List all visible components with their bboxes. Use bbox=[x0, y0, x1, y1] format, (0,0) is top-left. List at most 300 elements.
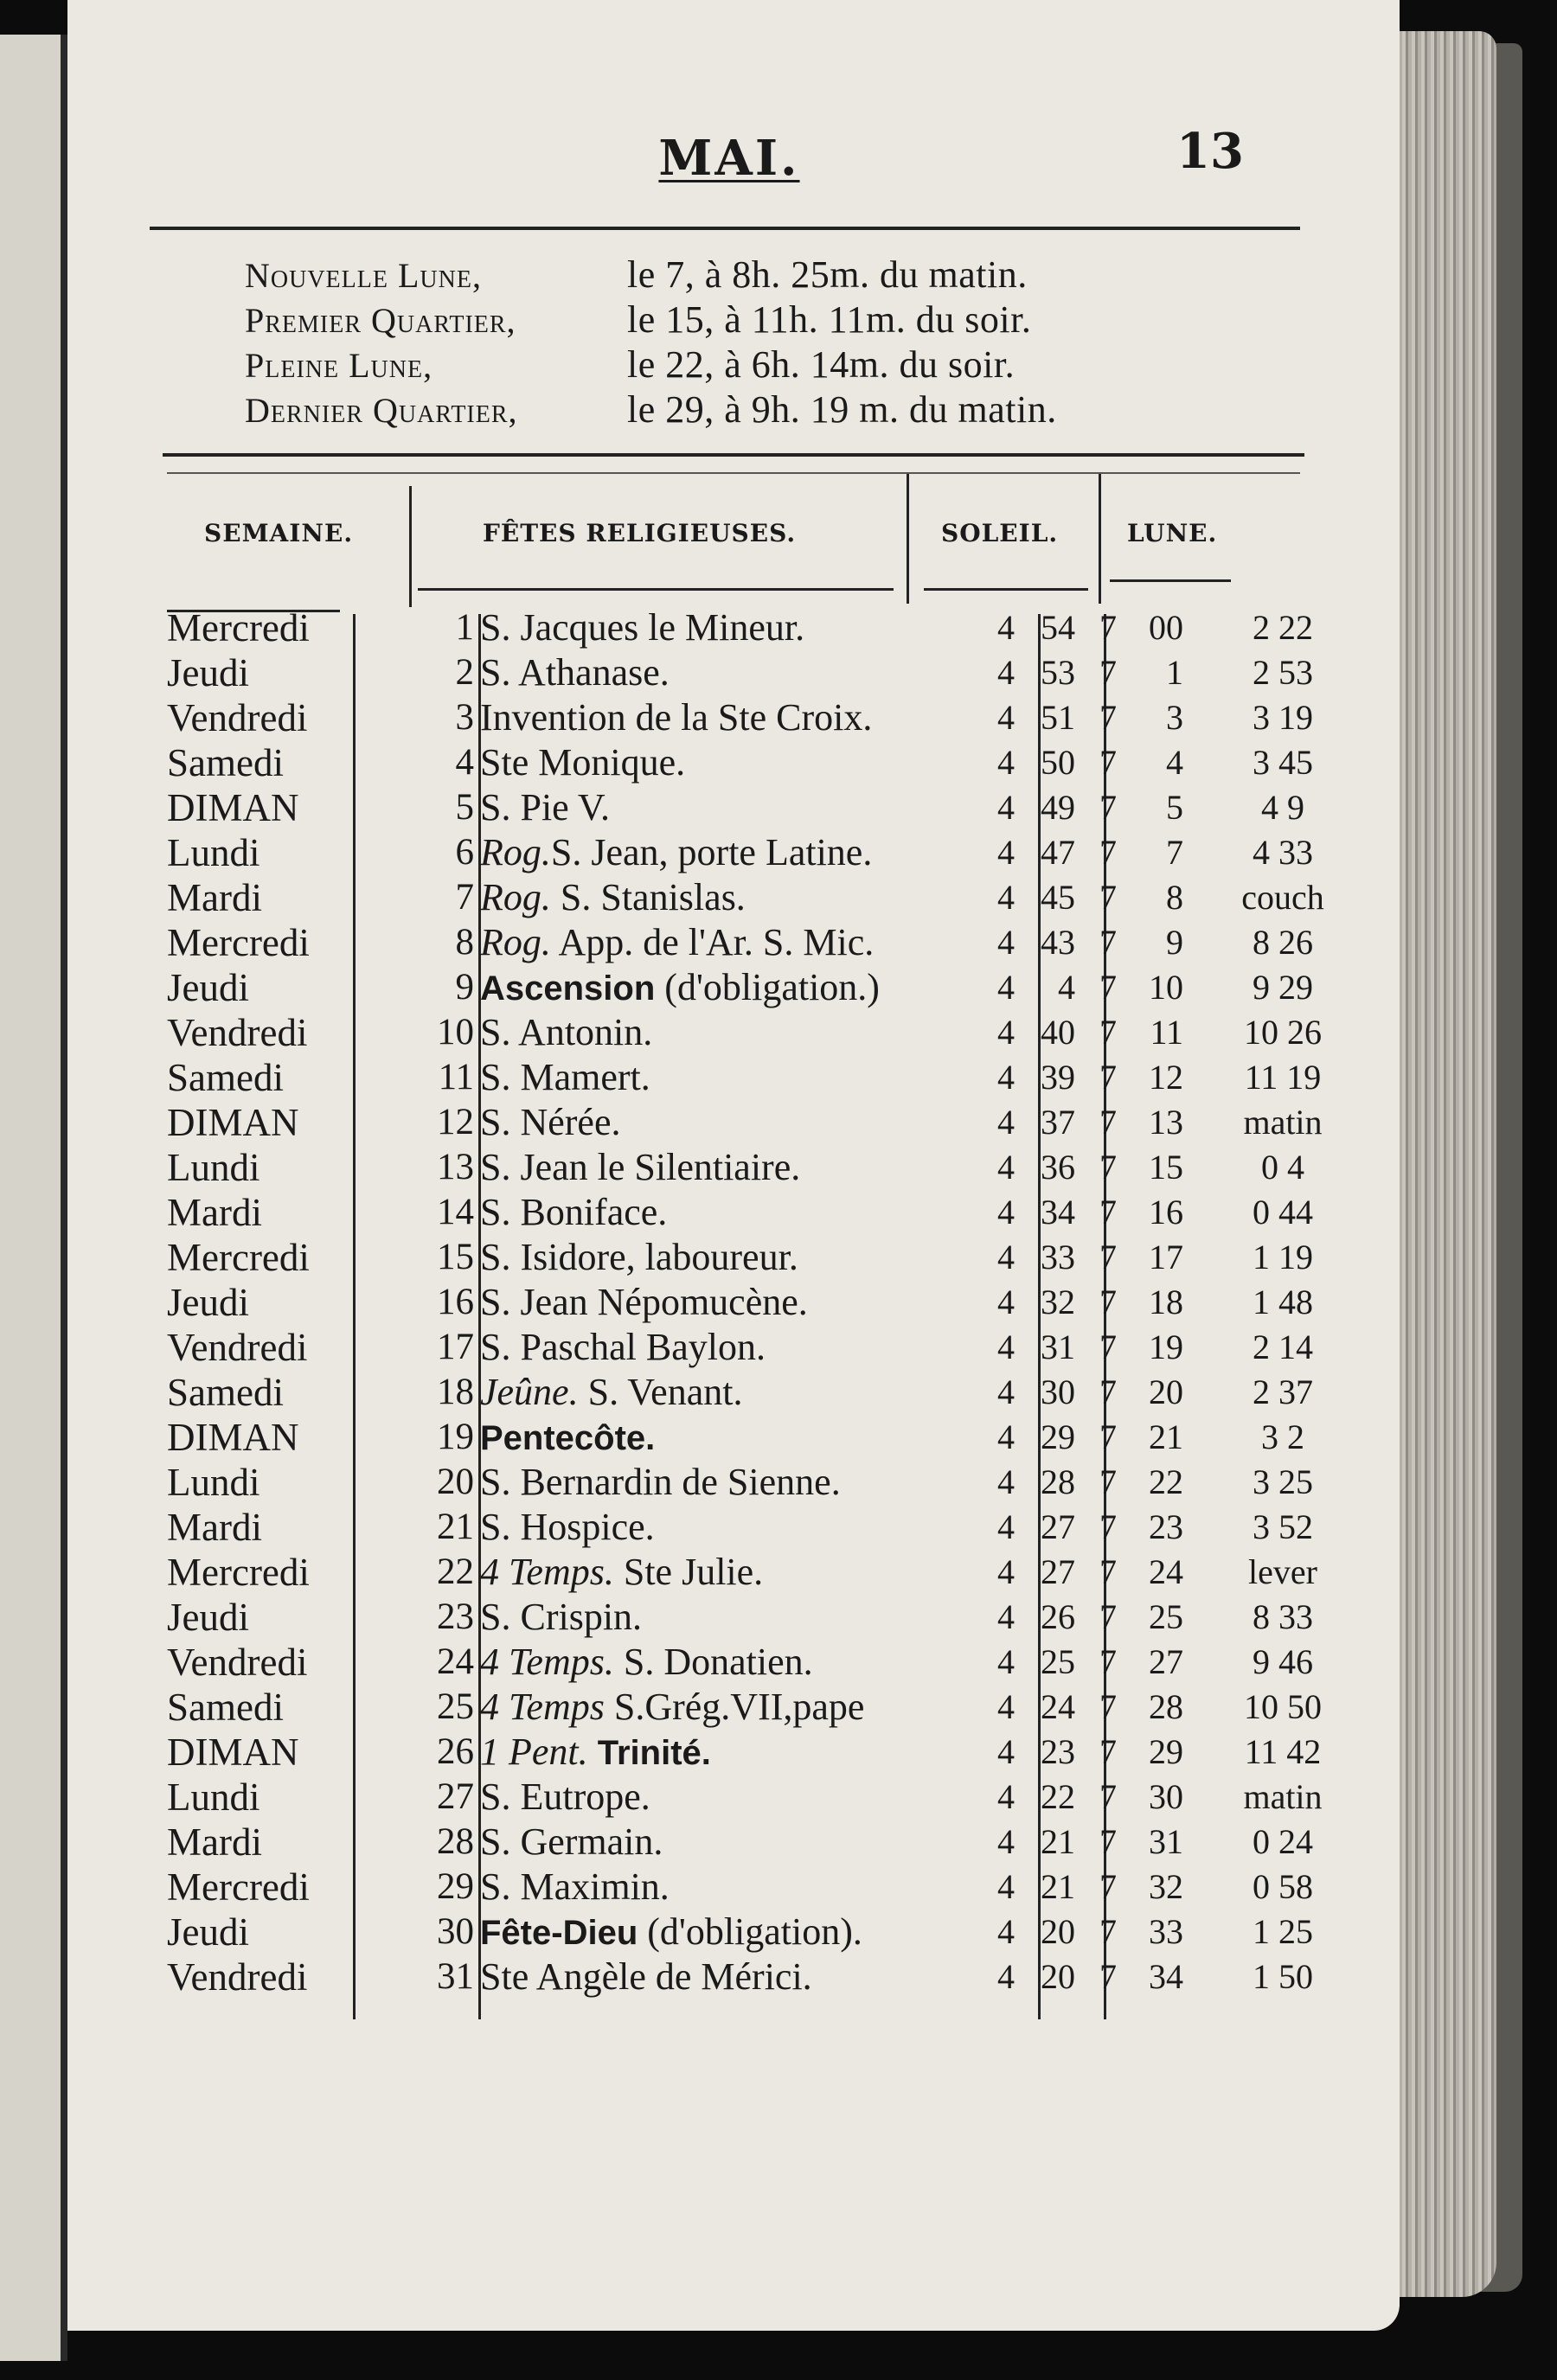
sunset-minute: 30 bbox=[1149, 1777, 1183, 1816]
sunrise-hour: 4 bbox=[997, 1238, 1015, 1276]
sunrise-minute: 40 bbox=[1041, 1013, 1075, 1052]
moon-time: 11 42 bbox=[1244, 1732, 1322, 1771]
feast-text: S. Boniface. bbox=[480, 1191, 668, 1233]
sunrise-minute: 27 bbox=[1041, 1552, 1075, 1591]
sunset-minute: 17 bbox=[1149, 1238, 1183, 1276]
table-row bbox=[167, 920, 1378, 965]
moon-time: 10 26 bbox=[1244, 1013, 1322, 1052]
weekday: DIMAN bbox=[167, 786, 299, 829]
sunset-minute: 12 bbox=[1149, 1058, 1183, 1097]
sunrise-minute: 22 bbox=[1041, 1777, 1075, 1816]
moon-time: 0 4 bbox=[1261, 1148, 1304, 1187]
sunset-hour: 7 bbox=[1099, 878, 1117, 917]
weekday: Vendredi bbox=[167, 1011, 308, 1054]
weekday: Jeudi bbox=[167, 966, 249, 1009]
feast-text: App. de l'Ar. S. Mic. bbox=[550, 921, 875, 963]
sunrise-minute: 28 bbox=[1041, 1462, 1075, 1501]
feast-text: Invention de la Ste Croix. bbox=[480, 696, 873, 739]
weekday: Lundi bbox=[167, 1146, 260, 1189]
sunset-hour: 7 bbox=[1099, 1822, 1117, 1861]
feast-text: (d'obligation.) bbox=[655, 966, 880, 1008]
moon-time: 4 9 bbox=[1261, 788, 1304, 827]
table-row bbox=[167, 1370, 1378, 1415]
table-row bbox=[167, 1865, 1378, 1910]
sunrise-minute: 50 bbox=[1041, 743, 1075, 782]
feast-text: S. Pie V. bbox=[480, 786, 611, 829]
sunrise-minute: 49 bbox=[1041, 788, 1075, 827]
sunset-hour: 7 bbox=[1099, 653, 1117, 692]
sunrise-hour: 4 bbox=[997, 1417, 1015, 1456]
moon-phase bbox=[245, 253, 1283, 298]
column-rule bbox=[907, 474, 909, 604]
sunrise-hour: 4 bbox=[997, 1957, 1015, 1996]
col-header-fetes: FÊTES RELIGIEUSES. bbox=[483, 519, 797, 547]
sunset-hour: 7 bbox=[1099, 1687, 1117, 1726]
weekday: Mardi bbox=[167, 1820, 262, 1864]
date: 21 bbox=[437, 1507, 474, 1547]
moon-phase bbox=[245, 387, 1283, 432]
sunrise-hour: 4 bbox=[997, 788, 1015, 827]
weekday: Jeudi bbox=[167, 1596, 249, 1639]
weekday: Lundi bbox=[167, 1461, 260, 1504]
moon-time: matin bbox=[1243, 1777, 1323, 1816]
date: 23 bbox=[437, 1596, 474, 1637]
feast-text: S. Mamert. bbox=[480, 1056, 650, 1098]
page-number: 13 bbox=[1176, 123, 1244, 180]
sunrise-minute: 32 bbox=[1041, 1283, 1075, 1321]
phase-name: Nouvelle Lune, bbox=[245, 256, 482, 295]
feast-text: S. Maximin. bbox=[480, 1865, 670, 1908]
sunset-minute: 24 bbox=[1149, 1552, 1183, 1591]
left-page-edge bbox=[0, 35, 67, 2361]
sunset-hour: 7 bbox=[1099, 608, 1117, 647]
feast-prefix: 1 Pent. bbox=[480, 1731, 588, 1773]
table-row bbox=[167, 1325, 1378, 1370]
sunrise-hour: 4 bbox=[997, 1328, 1015, 1366]
sunrise-minute: 51 bbox=[1041, 698, 1075, 737]
weekday: DIMAN bbox=[167, 1101, 299, 1144]
table-row bbox=[167, 1730, 1378, 1775]
sunset-hour: 7 bbox=[1099, 743, 1117, 782]
moon-time: 1 19 bbox=[1253, 1238, 1313, 1276]
sunrise-minute: 33 bbox=[1041, 1238, 1075, 1276]
table-row bbox=[167, 1775, 1378, 1820]
sunrise-minute: 23 bbox=[1041, 1732, 1075, 1771]
date: 13 bbox=[437, 1147, 474, 1187]
sunset-hour: 7 bbox=[1099, 1238, 1117, 1276]
moon-time: 9 29 bbox=[1253, 968, 1313, 1007]
sunset-minute: 28 bbox=[1149, 1687, 1183, 1726]
sunset-minute: 33 bbox=[1149, 1912, 1183, 1951]
phase-text: le 15, à 11h. 11m. du soir. bbox=[627, 298, 1032, 341]
weekday: Vendredi bbox=[167, 696, 308, 739]
feast-bold: Trinité. bbox=[587, 1734, 711, 1772]
sunrise-hour: 4 bbox=[997, 1687, 1015, 1726]
weekday: Lundi bbox=[167, 831, 260, 874]
date: 14 bbox=[437, 1192, 474, 1232]
table-row bbox=[167, 1910, 1378, 1955]
moon-time: 2 53 bbox=[1253, 653, 1313, 692]
table-row bbox=[167, 1235, 1378, 1280]
sunset-minute: 34 bbox=[1149, 1957, 1183, 1996]
weekday: Samedi bbox=[167, 1056, 284, 1099]
moon-time: 0 24 bbox=[1253, 1822, 1313, 1861]
sunset-hour: 7 bbox=[1099, 1867, 1117, 1906]
sunset-hour: 7 bbox=[1099, 1777, 1117, 1816]
sunset-minute: 7 bbox=[1166, 833, 1183, 872]
moon-time: 8 26 bbox=[1253, 923, 1313, 962]
sunrise-minute: 21 bbox=[1041, 1867, 1075, 1906]
table-row bbox=[167, 1955, 1378, 1999]
sunrise-hour: 4 bbox=[997, 1058, 1015, 1097]
feast-text: S. Isidore, laboureur. bbox=[480, 1236, 798, 1278]
feast-text: Ste Monique. bbox=[480, 741, 686, 784]
phase-text: le 7, à 8h. 25m. du matin. bbox=[627, 253, 1028, 296]
table-row bbox=[167, 1280, 1378, 1325]
sunrise-hour: 4 bbox=[997, 1013, 1015, 1052]
weekday: Mardi bbox=[167, 1506, 262, 1549]
feast-text: S. Antonin. bbox=[480, 1011, 653, 1053]
moon-time: 0 44 bbox=[1253, 1193, 1313, 1232]
sunset-minute: 13 bbox=[1149, 1103, 1183, 1142]
col-header-semaine: SEMAINE. bbox=[204, 519, 354, 547]
weekday: Vendredi bbox=[167, 1641, 308, 1684]
weekday: Mercredi bbox=[167, 1551, 310, 1594]
phase-text: le 29, à 9h. 19 m. du matin. bbox=[627, 388, 1057, 431]
moon-time: 3 19 bbox=[1253, 698, 1313, 737]
table-row bbox=[167, 785, 1378, 830]
sunset-minute: 4 bbox=[1166, 743, 1183, 782]
moon-time: 11 19 bbox=[1244, 1058, 1322, 1097]
feast-text: S. Jean Népomucène. bbox=[480, 1281, 808, 1323]
sunrise-hour: 4 bbox=[997, 1372, 1015, 1411]
sunset-minute: 32 bbox=[1149, 1867, 1183, 1906]
date: 1 bbox=[455, 607, 474, 648]
sunset-hour: 7 bbox=[1099, 1732, 1117, 1771]
phase-text: le 22, à 6h. 14m. du soir. bbox=[627, 343, 1016, 386]
table-row bbox=[167, 1145, 1378, 1190]
feast-bold: Ascension bbox=[480, 969, 656, 1008]
date: 28 bbox=[437, 1821, 474, 1862]
table-row bbox=[167, 650, 1378, 695]
moon-time: 8 33 bbox=[1253, 1597, 1313, 1636]
feast-text: S. Jean le Silentiaire. bbox=[480, 1146, 801, 1188]
sunrise-minute: 24 bbox=[1041, 1687, 1075, 1726]
sunset-minute: 00 bbox=[1149, 608, 1183, 647]
sunset-minute: 15 bbox=[1149, 1148, 1183, 1187]
table-row bbox=[167, 875, 1378, 920]
feast-bold: Fête-Dieu bbox=[480, 1914, 638, 1952]
feast-text: S. Venant. bbox=[578, 1371, 743, 1413]
feast-text: S. Paschal Baylon. bbox=[480, 1326, 766, 1368]
sunset-minute: 29 bbox=[1149, 1732, 1183, 1771]
table-row bbox=[167, 1055, 1378, 1100]
sunrise-hour: 4 bbox=[997, 1597, 1015, 1636]
sunrise-hour: 4 bbox=[997, 698, 1015, 737]
sunset-hour: 7 bbox=[1099, 788, 1117, 827]
sunset-minute: 1 bbox=[1166, 653, 1183, 692]
table-row bbox=[167, 1595, 1378, 1640]
date: 9 bbox=[455, 967, 474, 1008]
sunset-minute: 21 bbox=[1149, 1417, 1183, 1456]
phase-name: Premier Quartier, bbox=[245, 301, 516, 340]
moon-time: 1 25 bbox=[1253, 1912, 1313, 1951]
rule bbox=[418, 588, 894, 591]
moon-time: couch bbox=[1241, 878, 1324, 917]
sunrise-minute: 29 bbox=[1041, 1417, 1075, 1456]
table-row bbox=[167, 1550, 1378, 1595]
sunset-hour: 7 bbox=[1099, 1462, 1117, 1501]
moon-time: 0 58 bbox=[1253, 1867, 1313, 1906]
sunrise-minute: 27 bbox=[1041, 1507, 1075, 1546]
sunset-minute: 20 bbox=[1149, 1372, 1183, 1411]
weekday: Mercredi bbox=[167, 1865, 310, 1909]
weekday: Jeudi bbox=[167, 651, 249, 694]
table-row bbox=[167, 605, 1378, 650]
sunrise-hour: 4 bbox=[997, 653, 1015, 692]
moon-time: 9 46 bbox=[1253, 1642, 1313, 1681]
feast-text: S. Bernardin de Sienne. bbox=[480, 1461, 841, 1503]
sunrise-minute: 20 bbox=[1041, 1957, 1075, 1996]
calendar-table bbox=[167, 605, 1378, 1999]
table-row bbox=[167, 1415, 1378, 1460]
moon-time: 3 52 bbox=[1253, 1507, 1313, 1546]
weekday: Mercredi bbox=[167, 921, 310, 964]
sunrise-hour: 4 bbox=[997, 1732, 1015, 1771]
sunrise-minute: 54 bbox=[1041, 608, 1075, 647]
moon-phases bbox=[245, 253, 1283, 432]
date: 25 bbox=[437, 1686, 474, 1727]
weekday: Vendredi bbox=[167, 1326, 308, 1369]
table-row bbox=[167, 1640, 1378, 1685]
feast-text: S. Crispin. bbox=[480, 1596, 643, 1638]
sunset-minute: 31 bbox=[1149, 1822, 1183, 1861]
month-title: MAI. bbox=[658, 130, 800, 187]
sunrise-minute: 21 bbox=[1041, 1822, 1075, 1861]
date: 16 bbox=[437, 1282, 474, 1322]
sunrise-hour: 4 bbox=[997, 1193, 1015, 1232]
phase-name: Dernier Quartier, bbox=[245, 391, 518, 430]
sunset-minute: 11 bbox=[1150, 1013, 1183, 1052]
sunset-hour: 7 bbox=[1099, 1597, 1117, 1636]
moon-time: 4 33 bbox=[1253, 833, 1313, 872]
sunset-minute: 18 bbox=[1149, 1283, 1183, 1321]
sunset-minute: 25 bbox=[1149, 1597, 1183, 1636]
date: 18 bbox=[437, 1372, 474, 1412]
date: 11 bbox=[438, 1057, 474, 1097]
rule bbox=[163, 453, 1304, 457]
feast-prefix: Rog. bbox=[480, 831, 551, 873]
weekday: Mardi bbox=[167, 1191, 262, 1234]
sunrise-minute: 43 bbox=[1041, 923, 1075, 962]
date: 24 bbox=[437, 1641, 474, 1682]
date: 20 bbox=[437, 1462, 474, 1502]
feast-text: Ste Angèle de Mérici. bbox=[480, 1955, 812, 1998]
weekday: Mardi bbox=[167, 876, 262, 919]
page-edges bbox=[1393, 31, 1496, 2297]
rule bbox=[1110, 579, 1231, 582]
sunrise-minute: 25 bbox=[1041, 1642, 1075, 1681]
sunrise-hour: 4 bbox=[997, 1777, 1015, 1816]
column-rule bbox=[409, 486, 412, 607]
sunset-hour: 7 bbox=[1099, 1013, 1117, 1052]
date: 30 bbox=[437, 1911, 474, 1952]
feast-prefix: Rog. bbox=[480, 876, 551, 918]
sunset-hour: 7 bbox=[1099, 1283, 1117, 1321]
almanac-page bbox=[67, 0, 1400, 2331]
sunrise-minute: 26 bbox=[1041, 1597, 1075, 1636]
moon-time: 2 14 bbox=[1253, 1328, 1313, 1366]
table-row bbox=[167, 1190, 1378, 1235]
feast-text: (d'obligation). bbox=[638, 1910, 862, 1953]
feast-text: S. Stanislas. bbox=[550, 876, 746, 918]
sunrise-hour: 4 bbox=[997, 608, 1015, 647]
feast-prefix: 4 Temps. bbox=[480, 1551, 614, 1593]
moon-time: matin bbox=[1243, 1103, 1323, 1142]
feast-prefix: 4 Temps. bbox=[480, 1641, 614, 1683]
sunset-minute: 10 bbox=[1149, 968, 1183, 1007]
sunset-hour: 7 bbox=[1099, 1507, 1117, 1546]
table-row bbox=[167, 1505, 1378, 1550]
moon-time: lever bbox=[1248, 1552, 1317, 1591]
sunset-hour: 7 bbox=[1099, 1058, 1117, 1097]
table-row bbox=[167, 1685, 1378, 1730]
feast-text: S. Donatien. bbox=[613, 1641, 813, 1683]
sunrise-minute: 34 bbox=[1041, 1193, 1075, 1232]
date: 22 bbox=[437, 1551, 474, 1592]
date: 12 bbox=[437, 1102, 474, 1142]
table-row bbox=[167, 965, 1378, 1010]
feast-text: S. Eutrope. bbox=[480, 1775, 650, 1818]
sunset-minute: 3 bbox=[1166, 698, 1183, 737]
date: 4 bbox=[455, 742, 474, 783]
weekday: Lundi bbox=[167, 1775, 260, 1819]
weekday: Samedi bbox=[167, 741, 284, 784]
sunset-minute: 5 bbox=[1166, 788, 1183, 827]
date: 8 bbox=[455, 922, 474, 963]
date: 2 bbox=[455, 652, 474, 693]
sunset-hour: 7 bbox=[1099, 968, 1117, 1007]
sunset-minute: 27 bbox=[1149, 1642, 1183, 1681]
sunrise-minute: 30 bbox=[1041, 1372, 1075, 1411]
sunset-hour: 7 bbox=[1099, 1148, 1117, 1187]
sunset-hour: 7 bbox=[1099, 1193, 1117, 1232]
date: 5 bbox=[455, 787, 474, 828]
feast-text: S. Jacques le Mineur. bbox=[480, 606, 805, 649]
table-row bbox=[167, 740, 1378, 785]
sunrise-hour: 4 bbox=[997, 1103, 1015, 1142]
table-row bbox=[167, 1100, 1378, 1145]
weekday: Jeudi bbox=[167, 1910, 249, 1954]
sunrise-minute: 47 bbox=[1041, 833, 1075, 872]
rule bbox=[924, 588, 1088, 591]
moon-phase bbox=[245, 342, 1283, 387]
date: 31 bbox=[437, 1956, 474, 1997]
phase-name: Pleine Lune, bbox=[245, 346, 433, 385]
sunrise-minute: 20 bbox=[1041, 1912, 1075, 1951]
feast-prefix: Rog. bbox=[480, 921, 551, 963]
sunset-hour: 7 bbox=[1099, 1372, 1117, 1411]
moon-time: 1 50 bbox=[1253, 1957, 1313, 1996]
date: 19 bbox=[437, 1417, 474, 1457]
sunrise-hour: 4 bbox=[997, 1507, 1015, 1546]
sunset-hour: 7 bbox=[1099, 1552, 1117, 1591]
table-row bbox=[167, 1010, 1378, 1055]
date: 17 bbox=[437, 1327, 474, 1367]
sunrise-hour: 4 bbox=[997, 1283, 1015, 1321]
weekday: Jeudi bbox=[167, 1281, 249, 1324]
sunrise-hour: 4 bbox=[997, 743, 1015, 782]
sunrise-minute: 53 bbox=[1041, 653, 1075, 692]
sunrise-minute: 31 bbox=[1041, 1328, 1075, 1366]
sunrise-hour: 4 bbox=[997, 968, 1015, 1007]
date: 6 bbox=[455, 832, 474, 873]
moon-time: 10 50 bbox=[1244, 1687, 1322, 1726]
table-row bbox=[167, 1460, 1378, 1505]
sunset-hour: 7 bbox=[1099, 833, 1117, 872]
feast-text: S. Nérée. bbox=[480, 1101, 621, 1143]
sunset-hour: 7 bbox=[1099, 1417, 1117, 1456]
sunset-minute: 9 bbox=[1166, 923, 1183, 962]
date: 29 bbox=[437, 1866, 474, 1907]
sunrise-hour: 4 bbox=[997, 1148, 1015, 1187]
feast-text: S.Grég.VII,pape bbox=[604, 1686, 865, 1728]
feast-text: S. Athanase. bbox=[480, 651, 670, 694]
table-row bbox=[167, 1820, 1378, 1865]
rule bbox=[150, 227, 1300, 230]
weekday: DIMAN bbox=[167, 1731, 299, 1774]
sunset-hour: 7 bbox=[1099, 698, 1117, 737]
sunrise-minute: 37 bbox=[1041, 1103, 1075, 1142]
date: 7 bbox=[455, 877, 474, 918]
feast-text: S. Jean, porte Latine. bbox=[550, 831, 873, 873]
sunrise-minute: 36 bbox=[1041, 1148, 1075, 1187]
sunrise-hour: 4 bbox=[997, 1822, 1015, 1861]
sunset-hour: 7 bbox=[1099, 1103, 1117, 1142]
sunrise-hour: 4 bbox=[997, 1552, 1015, 1591]
date: 27 bbox=[437, 1776, 474, 1817]
feast-text: S. Hospice. bbox=[480, 1506, 655, 1548]
sunrise-minute: 45 bbox=[1041, 878, 1075, 917]
moon-time: 1 48 bbox=[1253, 1283, 1313, 1321]
sunrise-hour: 4 bbox=[997, 1462, 1015, 1501]
sunset-minute: 19 bbox=[1149, 1328, 1183, 1366]
date: 15 bbox=[437, 1237, 474, 1277]
moon-time: 3 2 bbox=[1261, 1417, 1304, 1456]
sunset-minute: 16 bbox=[1149, 1193, 1183, 1232]
table-row bbox=[167, 830, 1378, 875]
sunset-minute: 22 bbox=[1149, 1462, 1183, 1501]
col-header-soleil: SOLEIL. bbox=[941, 519, 1059, 547]
feast-text: Ste Julie. bbox=[613, 1551, 764, 1593]
sunrise-hour: 4 bbox=[997, 833, 1015, 872]
moon-time: 3 45 bbox=[1253, 743, 1313, 782]
sunrise-minute: 39 bbox=[1041, 1058, 1075, 1097]
table-row bbox=[167, 695, 1378, 740]
date: 26 bbox=[437, 1731, 474, 1772]
col-header-lune: LUNE. bbox=[1127, 519, 1218, 547]
feast-bold: Pentecôte. bbox=[480, 1419, 656, 1457]
sunrise-hour: 4 bbox=[997, 923, 1015, 962]
date: 3 bbox=[455, 697, 474, 738]
weekday: Samedi bbox=[167, 1686, 284, 1729]
moon-time: 3 25 bbox=[1253, 1462, 1313, 1501]
date: 10 bbox=[437, 1012, 474, 1052]
rule bbox=[167, 472, 1300, 474]
weekday: DIMAN bbox=[167, 1416, 299, 1459]
weekday: Vendredi bbox=[167, 1955, 308, 1999]
moon-time: 2 37 bbox=[1253, 1372, 1313, 1411]
